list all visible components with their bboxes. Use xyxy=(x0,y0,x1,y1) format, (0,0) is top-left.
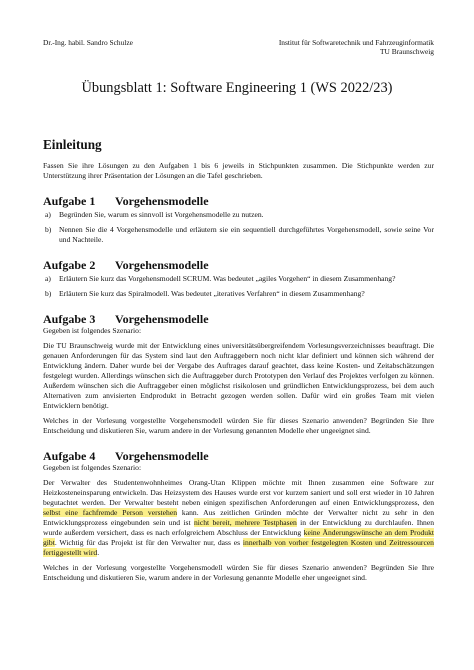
sheet-title: Übungsblatt 1: Software Engineering 1 (WS 2022/23) xyxy=(81,80,393,96)
task-item xyxy=(43,289,434,299)
header-institute-line2: TU Braunschweig xyxy=(380,47,434,56)
task-number: Aufgabe 3 xyxy=(43,312,96,326)
scenario-part: kann. Aus zeitlichen Gründen möchte der Verwalter nicht zu sehr in den Entwicklungsprozess eingebunden sein und ist xyxy=(43,508,435,527)
item-text: Begründen Sie, warum es sinnvoll ist Vorgehensmodelle zu nutzen. xyxy=(59,210,264,219)
task-1 xyxy=(43,195,434,245)
task-title: Vorgehensmodelle xyxy=(115,449,209,463)
item-label: a) xyxy=(45,274,51,283)
task-2 xyxy=(43,259,434,299)
task-3 xyxy=(43,313,434,436)
task-question: Welches in der Vorlesung vorgestellte Vorgehensmodell würden Sie für dieses Szenario anwenden? Begründen Sie Ihre Entscheidung und diskutieren Sie, warum andere in der Vorlesung genannte Modelle eher ungeeignet sind. xyxy=(43,563,434,582)
task-title: Vorgehensmodelle xyxy=(115,194,209,208)
scenario-text xyxy=(43,478,434,558)
task-items xyxy=(43,274,434,299)
item-text: Erläutern Sie kurz das Vorgehensmodell SCRUM. Was bedeutet „agiles Vorgehen“ in diesem Zusammenhang? xyxy=(59,274,396,283)
scenario-part: . xyxy=(97,548,100,557)
task-heading xyxy=(43,259,434,272)
scenario-part: in der Entwicklung zu durchlaufen. Ihnen wurde außerdem versichert, dass es nach erfolgreichem Abschluss der Entwicklung xyxy=(43,518,434,537)
intro-heading: Einleitung xyxy=(43,137,102,152)
task-heading xyxy=(43,450,434,463)
task-item xyxy=(43,274,434,284)
highlighted-phrase: innerhalb von vorher festgelegten Kosten und Zeitressourcen fertiggestellt wird xyxy=(43,538,434,557)
intro-section xyxy=(43,137,434,181)
header-author: Dr.-Ing. habil. Sandro Schulze xyxy=(43,38,133,47)
task-title: Vorgehensmodelle xyxy=(115,312,209,326)
task-subtitle: Gegeben ist folgendes Szenario: xyxy=(43,463,142,472)
task-items xyxy=(43,210,434,245)
header-institute xyxy=(279,38,434,56)
task-subtitle: Gegeben ist folgendes Szenario: xyxy=(43,326,142,335)
item-label: b) xyxy=(45,289,52,298)
item-text: Nennen Sie die 4 Vorgehensmodelle und erläutern sie ein sequentiell durchgeführtes Vorgehensmodell, sowie seine Vor und Nachteile. xyxy=(59,225,434,244)
scenario-part: Der Verwalter des Studentenwohnheimes Orang-Utan Klippen möchte mit Ihnen zusammen eine Software zur Heizkosteneinsparung entwickeln. Das Heizsystem des Hauses wurde erst vor kurzem saniert und soll erst wieder in 10 Jahren begutachtet werden. Der Verwalter besteht neben einigen spezifischen Anforderungen auf einen Entwicklungsprozess, den xyxy=(43,478,434,507)
task-item xyxy=(43,225,434,245)
highlighted-phrase: nicht bereit, mehrere Testphasen xyxy=(193,518,297,527)
item-label: b) xyxy=(45,225,52,234)
task-item xyxy=(43,210,434,220)
scenario-text: Die TU Braunschweig wurde mit der Entwicklung eines universitätsübergreifendem Vorlesungsverzeichnisses beauftragt. Die genauen Anforderungen für das System sind laut den Auftraggebern noch nicht klar definiert und können sich während der Entwicklung ändern. Daher wurde bei der Vergabe des Auftrages darauf geachtet, dass keine Kosten- und Zeitabschätzungen festgelegt wurden. Allerdings wünschen sich die Auftraggeber durch Prototypen den Verlauf des Projektes verfolgen zu können. Außerdem wünschen sich die Auftraggeber einen möglichst risikolosen und gründlichen Entwicklungsprozess, bei dem auch Alternativen zum anvisierten Endprodukt in Betracht gezogen werden sollen. Dafür wird ein großes Team mit vielen Entwicklern benötigt. xyxy=(43,341,434,410)
item-label: a) xyxy=(45,210,51,219)
item-text: Erläutern Sie kurz das Spiralmodell. Was bedeutet „iteratives Verfahren“ in diesem Zusammenhang? xyxy=(59,289,365,298)
header-institute-line1: Institut für Softwaretechnik und Fahrzeuginformatik xyxy=(278,38,434,47)
task-4 xyxy=(43,450,434,583)
task-question: Welches in der Vorlesung vorgestellte Vorgehensmodell würden Sie für dieses Szenario anwenden? Begründen Sie Ihre Entscheidung und diskutieren Sie, warum andere in der Vorlesung genannten Modelle eher ungeeignet sind. xyxy=(43,416,434,435)
task-heading xyxy=(43,195,434,208)
task-number: Aufgabe 1 xyxy=(43,194,96,208)
intro-text: Fassen Sie ihre Lösungen zu den Aufgaben 1 bis 6 jeweils in Stichpunkten zusammen. Die Stichpunkte werden zur Unterstützung ihrer Präsentation der Lösungen an die Tafel geschrieben. xyxy=(43,161,434,180)
task-title: Vorgehensmodelle xyxy=(115,258,209,272)
highlighted-phrase: keine Änderungswünsche an dem Produkt gibt xyxy=(43,528,434,547)
task-heading xyxy=(43,313,434,326)
document-content xyxy=(43,137,434,597)
task-number: Aufgabe 2 xyxy=(43,258,96,272)
scenario-part: . Wichtig für das Projekt ist für den Verwalter nur, dass es xyxy=(54,538,243,547)
task-number: Aufgabe 4 xyxy=(43,449,96,463)
highlighted-phrase: selbst eine fachfremde Person verstehen xyxy=(43,508,177,517)
